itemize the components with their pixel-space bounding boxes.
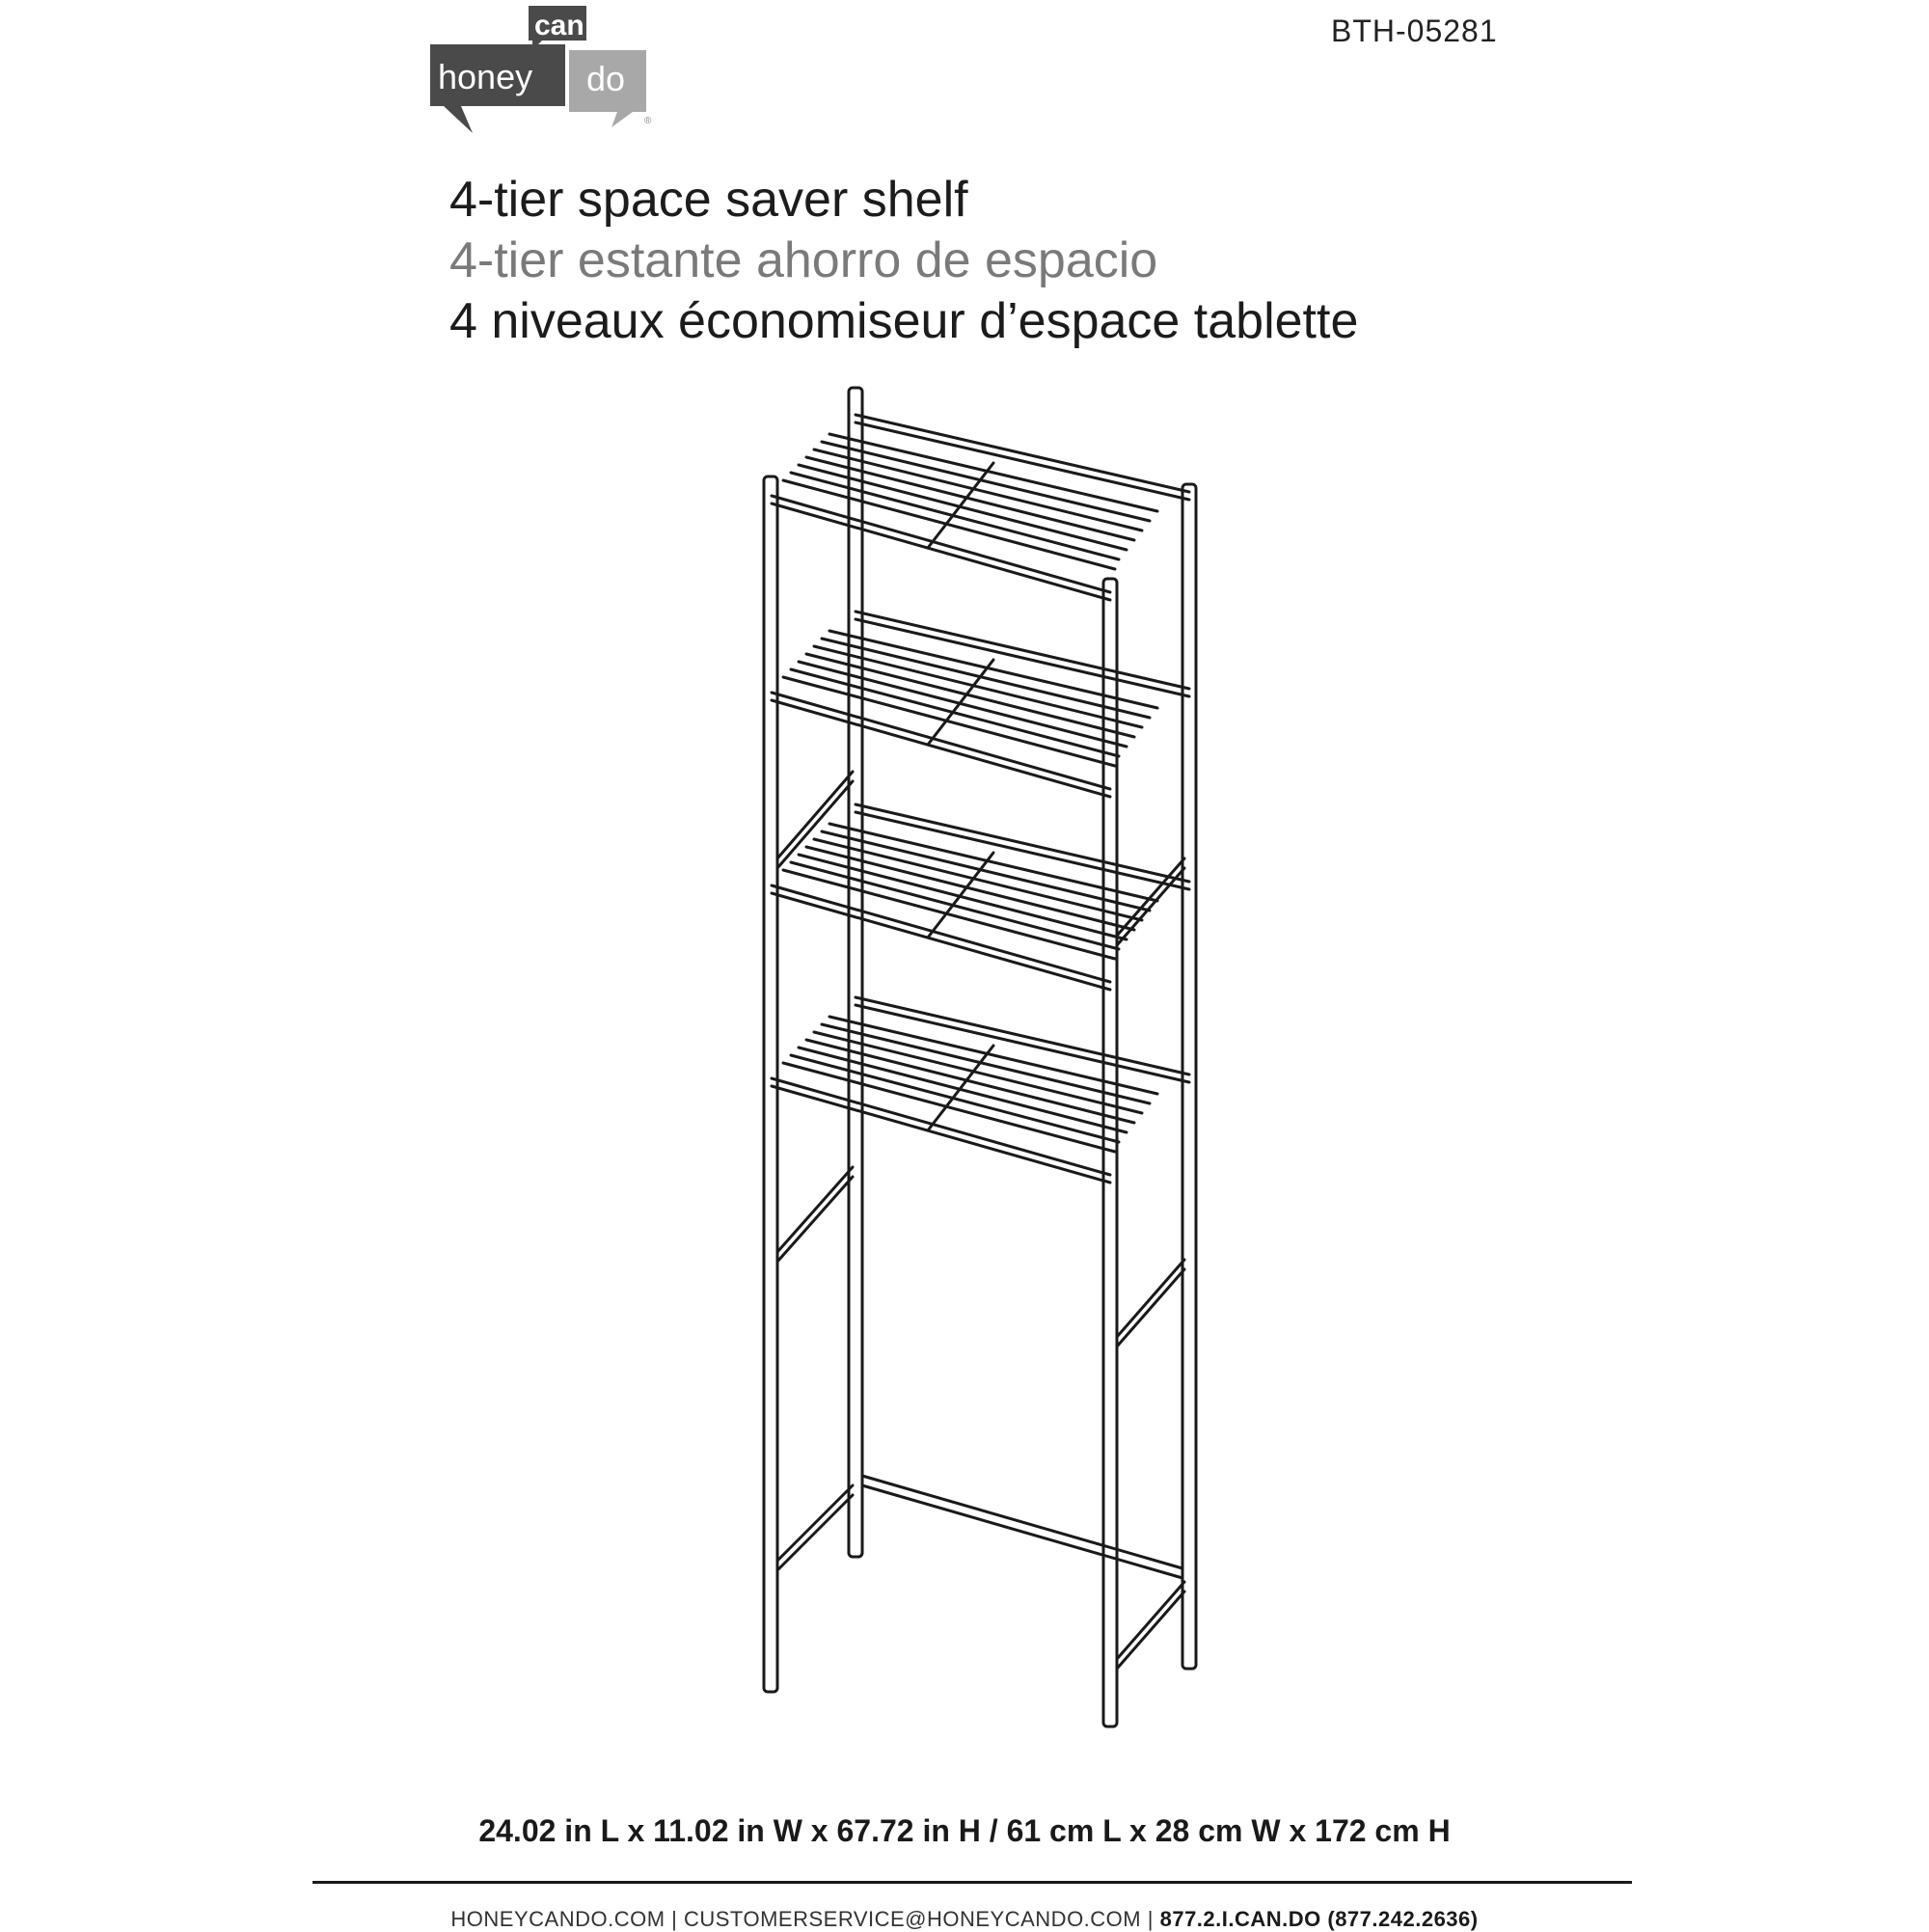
title-spanish: 4-tier estante ahorro de espacio	[449, 232, 1158, 288]
title-french: 4 niveaux économiseur d’espace tablette	[449, 293, 1359, 349]
title-english: 4-tier space saver shelf	[449, 172, 968, 228]
footer-website-link[interactable]: HONEYCANDO.COM	[450, 1907, 666, 1931]
footer-phone[interactable]: 877.2.I.CAN.DO (877.242.2636)	[1159, 1907, 1479, 1931]
product-sku: BTH-05281	[1331, 14, 1498, 48]
footer-contact	[0, 1907, 1929, 1932]
logo-can: can	[534, 10, 584, 41]
logo-honey: honey	[438, 57, 533, 96]
shelf-tier-3	[772, 804, 1189, 990]
footer-email-link[interactable]: CUSTOMERSERVICE@HONEYCANDO.COM	[683, 1907, 1142, 1931]
wire-shelf-unit-drawing	[733, 376, 1235, 1765]
shelf-tier-1	[772, 415, 1189, 600]
product-dimensions: 24.02 in L x 11.02 in W x 67.72 in H / 61 cm L x 28 cm W x 172 cm H	[478, 1813, 1451, 1848]
logo-do: do	[586, 59, 626, 98]
footer-separator: |	[1147, 1907, 1154, 1931]
honey-can-do-logo	[424, 0, 656, 145]
shelf-tier-2	[772, 612, 1189, 797]
footer-separator: |	[671, 1907, 678, 1931]
logo-registered: ®	[644, 116, 652, 126]
shelf-tier-4	[772, 997, 1189, 1183]
title-block	[449, 170, 1358, 352]
footer-divider	[312, 1881, 1632, 1884]
